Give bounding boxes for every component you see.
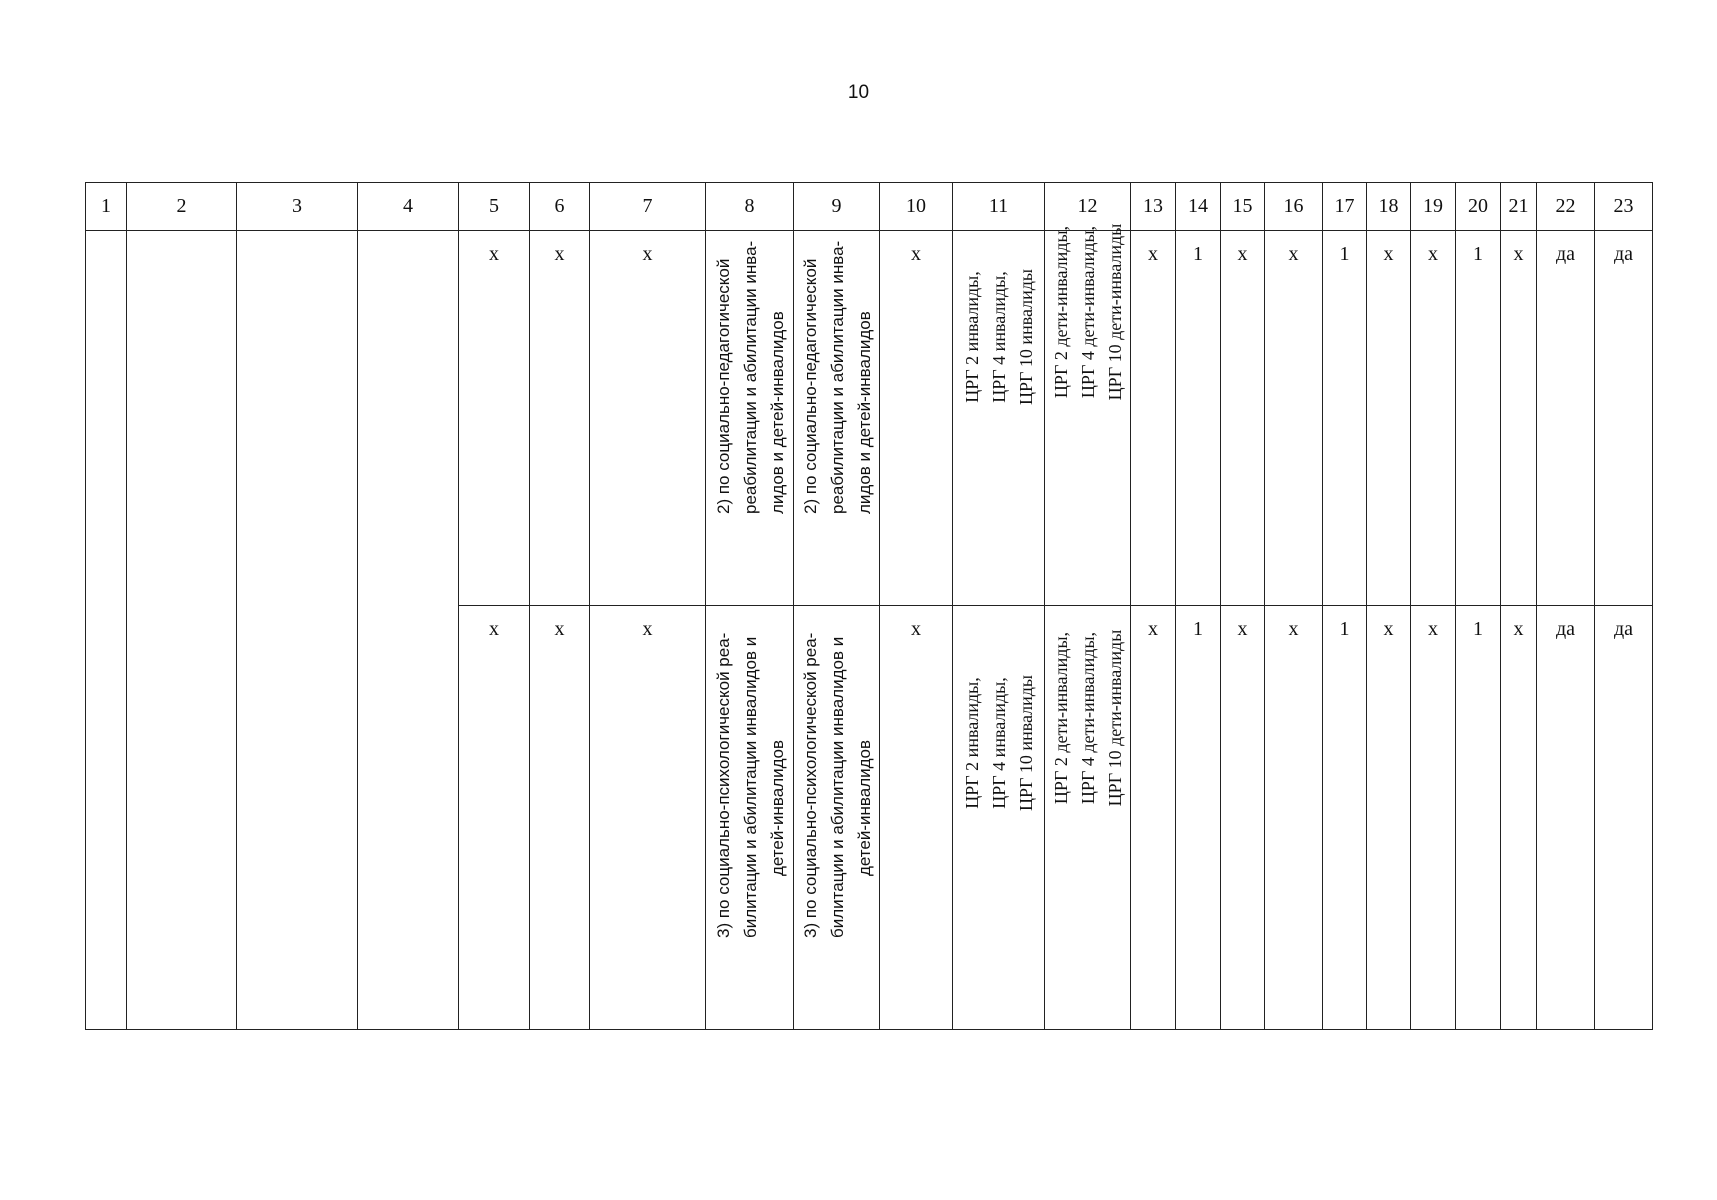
empty-cell <box>127 231 237 1030</box>
cell-c5: х <box>459 606 530 1030</box>
cell-c7: х <box>590 606 706 1030</box>
cell-c14: 1 <box>1176 231 1221 606</box>
cell-c6: х <box>530 231 590 606</box>
cell-c10: х <box>880 606 953 1030</box>
column-header: 9 <box>794 183 880 231</box>
cell-c10: х <box>880 231 953 606</box>
cell-target-group-adults: ЦРГ 2 инвалиды, ЦРГ 4 инвалиды, ЦРГ 10 инвалиды <box>953 231 1045 606</box>
cell-service-name: 2) по социально-педагогической реабилитации и абилитации инва- лидов и детей-инвалидов <box>794 231 880 606</box>
cell-c19: х <box>1411 606 1456 1030</box>
cell-c19: х <box>1411 231 1456 606</box>
column-header: 13 <box>1131 183 1176 231</box>
cell-service-name: 3) по социально-психологической реа- билитации и абилитации инвалидов и детей-инвалидов <box>794 606 880 1030</box>
column-header: 21 <box>1501 183 1537 231</box>
column-header: 14 <box>1176 183 1221 231</box>
cell-c18: х <box>1367 231 1411 606</box>
column-header: 6 <box>530 183 590 231</box>
empty-cell <box>86 231 127 1030</box>
services-table <box>85 182 1653 1030</box>
cell-c20: 1 <box>1456 606 1501 1030</box>
column-header: 7 <box>590 183 706 231</box>
cell-c21: х <box>1501 606 1537 1030</box>
column-header: 10 <box>880 183 953 231</box>
column-header: 20 <box>1456 183 1501 231</box>
column-header: 11 <box>953 183 1045 231</box>
cell-service-type: 3) по социально-психологической реа- билитации и абилитации инвалидов и детей-инвалидов <box>706 606 794 1030</box>
cell-c6: х <box>530 606 590 1030</box>
column-header: 2 <box>127 183 237 231</box>
cell-c15: х <box>1221 606 1265 1030</box>
cell-c13: х <box>1131 231 1176 606</box>
cell-c17: 1 <box>1323 606 1367 1030</box>
column-header: 17 <box>1323 183 1367 231</box>
column-header: 4 <box>358 183 459 231</box>
cell-c16: х <box>1265 606 1323 1030</box>
column-header: 22 <box>1537 183 1595 231</box>
column-header: 5 <box>459 183 530 231</box>
cell-c17: 1 <box>1323 231 1367 606</box>
empty-cell <box>358 231 459 1030</box>
cell-c15: х <box>1221 231 1265 606</box>
page-number: 10 <box>847 82 870 103</box>
cell-c7: х <box>590 231 706 606</box>
cell-target-group-children: ЦРГ 2 дети-инвалиды, ЦРГ 4 дети-инвалиды, ЦРГ 10 дети-инвалиды <box>1045 231 1131 606</box>
cell-c18: х <box>1367 606 1411 1030</box>
cell-c14: 1 <box>1176 606 1221 1030</box>
column-header: 12 <box>1045 183 1131 231</box>
column-header: 16 <box>1265 183 1323 231</box>
column-header: 15 <box>1221 183 1265 231</box>
cell-c16: х <box>1265 231 1323 606</box>
column-header: 23 <box>1595 183 1653 231</box>
cell-c13: х <box>1131 606 1176 1030</box>
cell-c23: да <box>1595 231 1653 606</box>
column-header: 8 <box>706 183 794 231</box>
cell-c20: 1 <box>1456 231 1501 606</box>
column-header: 1 <box>86 183 127 231</box>
column-header: 18 <box>1367 183 1411 231</box>
empty-cell <box>237 231 358 1030</box>
column-header: 3 <box>237 183 358 231</box>
cell-c21: х <box>1501 231 1537 606</box>
cell-target-group-children: ЦРГ 2 дети-инвалиды, ЦРГ 4 дети-инвалиды, ЦРГ 10 дети-инвалиды <box>1045 606 1131 1030</box>
cell-c22: да <box>1537 606 1595 1030</box>
cell-c23: да <box>1595 606 1653 1030</box>
cell-c22: да <box>1537 231 1595 606</box>
column-header: 19 <box>1411 183 1456 231</box>
cell-c5: х <box>459 231 530 606</box>
cell-target-group-adults: ЦРГ 2 инвалиды, ЦРГ 4 инвалиды, ЦРГ 10 инвалиды <box>953 606 1045 1030</box>
cell-service-type: 2) по социально-педагогической реабилитации и абилитации инва- лидов и детей-инвалидов <box>706 231 794 606</box>
